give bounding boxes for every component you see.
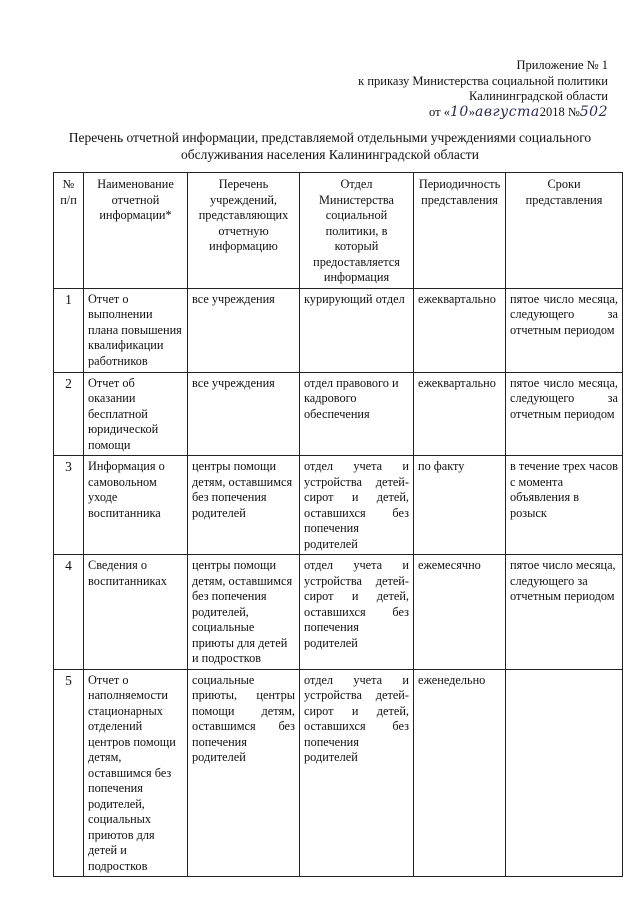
cell-name: Отчет о выполнении плана повышения квалификации работников — [84, 288, 188, 372]
cell-department: отдел учета и устройства детей-сирот и детей, оставшихся без попечения родителей — [300, 669, 414, 877]
column-header-name: Наименование отчетной информации* — [84, 173, 188, 289]
date-month-handwritten: августа — [475, 103, 540, 120]
order-number-handwritten: 502 — [579, 103, 608, 120]
cell-deadline: в течение трех часов с момента объявления в розыск — [506, 456, 623, 555]
table-row — [54, 555, 623, 670]
cell-institutions: центры помощи детям, оставшимся без попечения родителей — [188, 456, 300, 555]
cell-institutions: центры помощи детям, оставшимся без попечения родителей, социальные приюты для детей и подростков — [188, 555, 300, 670]
table-row — [54, 372, 623, 456]
cell-deadline: пятое число месяца, следующего за отчетным периодом — [506, 555, 623, 670]
cell-name: Информация о самовольном уходе воспитанника — [84, 456, 188, 555]
cell-periodicity: по факту — [414, 456, 506, 555]
table-row — [54, 288, 623, 372]
cell-department: отдел правового и кадрового обеспечения — [300, 372, 414, 456]
column-header-number: № п/п — [54, 173, 84, 289]
document-title: Перечень отчетной информации, представляемой отдельными учреждениями социального обслуживания населения Калининградской области — [68, 130, 592, 162]
cell-department: отдел учета и устройства детей-сирот и детей, оставшихся без попечения родителей — [300, 456, 414, 555]
cell-number: 5 — [54, 669, 84, 877]
cell-periodicity: ежеквартально — [414, 288, 506, 372]
table-header-row — [54, 173, 623, 289]
cell-name: Отчет об оказании бесплатной юридической помощи — [84, 372, 188, 456]
cell-institutions: социальные приюты, центры помощи детям, оставшимся без попечения родителей — [188, 669, 300, 877]
appendix-date-line — [278, 105, 608, 121]
cell-name: Отчет о наполняемости стационарных отделений центров помощи детям, оставшимся без попечения родителей, социальных приютов для детей и подростков — [84, 669, 188, 877]
cell-number: 4 — [54, 555, 84, 670]
cell-deadline — [506, 669, 623, 877]
cell-periodicity: ежемесячно — [414, 555, 506, 670]
cell-deadline: пятое число месяца, следующего за отчетным периодом — [506, 372, 623, 456]
cell-periodicity: ежеквартально — [414, 372, 506, 456]
cell-institutions: все учреждения — [188, 288, 300, 372]
appendix-region: Калининградской области — [469, 89, 608, 103]
appendix-block — [278, 58, 608, 120]
report-table — [53, 172, 623, 877]
date-day-handwritten: 10 — [449, 103, 469, 120]
cell-number: 2 — [54, 372, 84, 456]
table-row — [54, 456, 623, 555]
column-header-department: Отдел Министерства социальной политики, в который предоставляется информация — [300, 173, 414, 289]
cell-department: курирующий отдел — [300, 288, 414, 372]
date-prefix: от « — [429, 104, 450, 119]
date-year: 2018 № — [539, 104, 580, 119]
cell-institutions: все учреждения — [188, 372, 300, 456]
column-header-periodicity: Периодичность представления — [414, 173, 506, 289]
appendix-order-ref: к приказу Министерства социальной политики — [358, 73, 608, 88]
cell-periodicity: еженедельно — [414, 669, 506, 877]
cell-name: Сведения о воспитанниках — [84, 555, 188, 670]
appendix-title: Приложение № 1 — [516, 58, 608, 72]
cell-number: 3 — [54, 456, 84, 555]
column-header-institutions: Перечень учреждений, представляющих отчетную информацию — [188, 173, 300, 289]
cell-deadline: пятое число месяца, следующего за отчетным периодом — [506, 288, 623, 372]
cell-department: отдел учета и устройства детей-сирот и детей, оставшихся без попечения родителей — [300, 555, 414, 670]
date-mid: » — [468, 104, 476, 119]
table-row — [54, 669, 623, 877]
column-header-deadline: Сроки представления — [506, 173, 623, 289]
cell-number: 1 — [54, 288, 84, 372]
